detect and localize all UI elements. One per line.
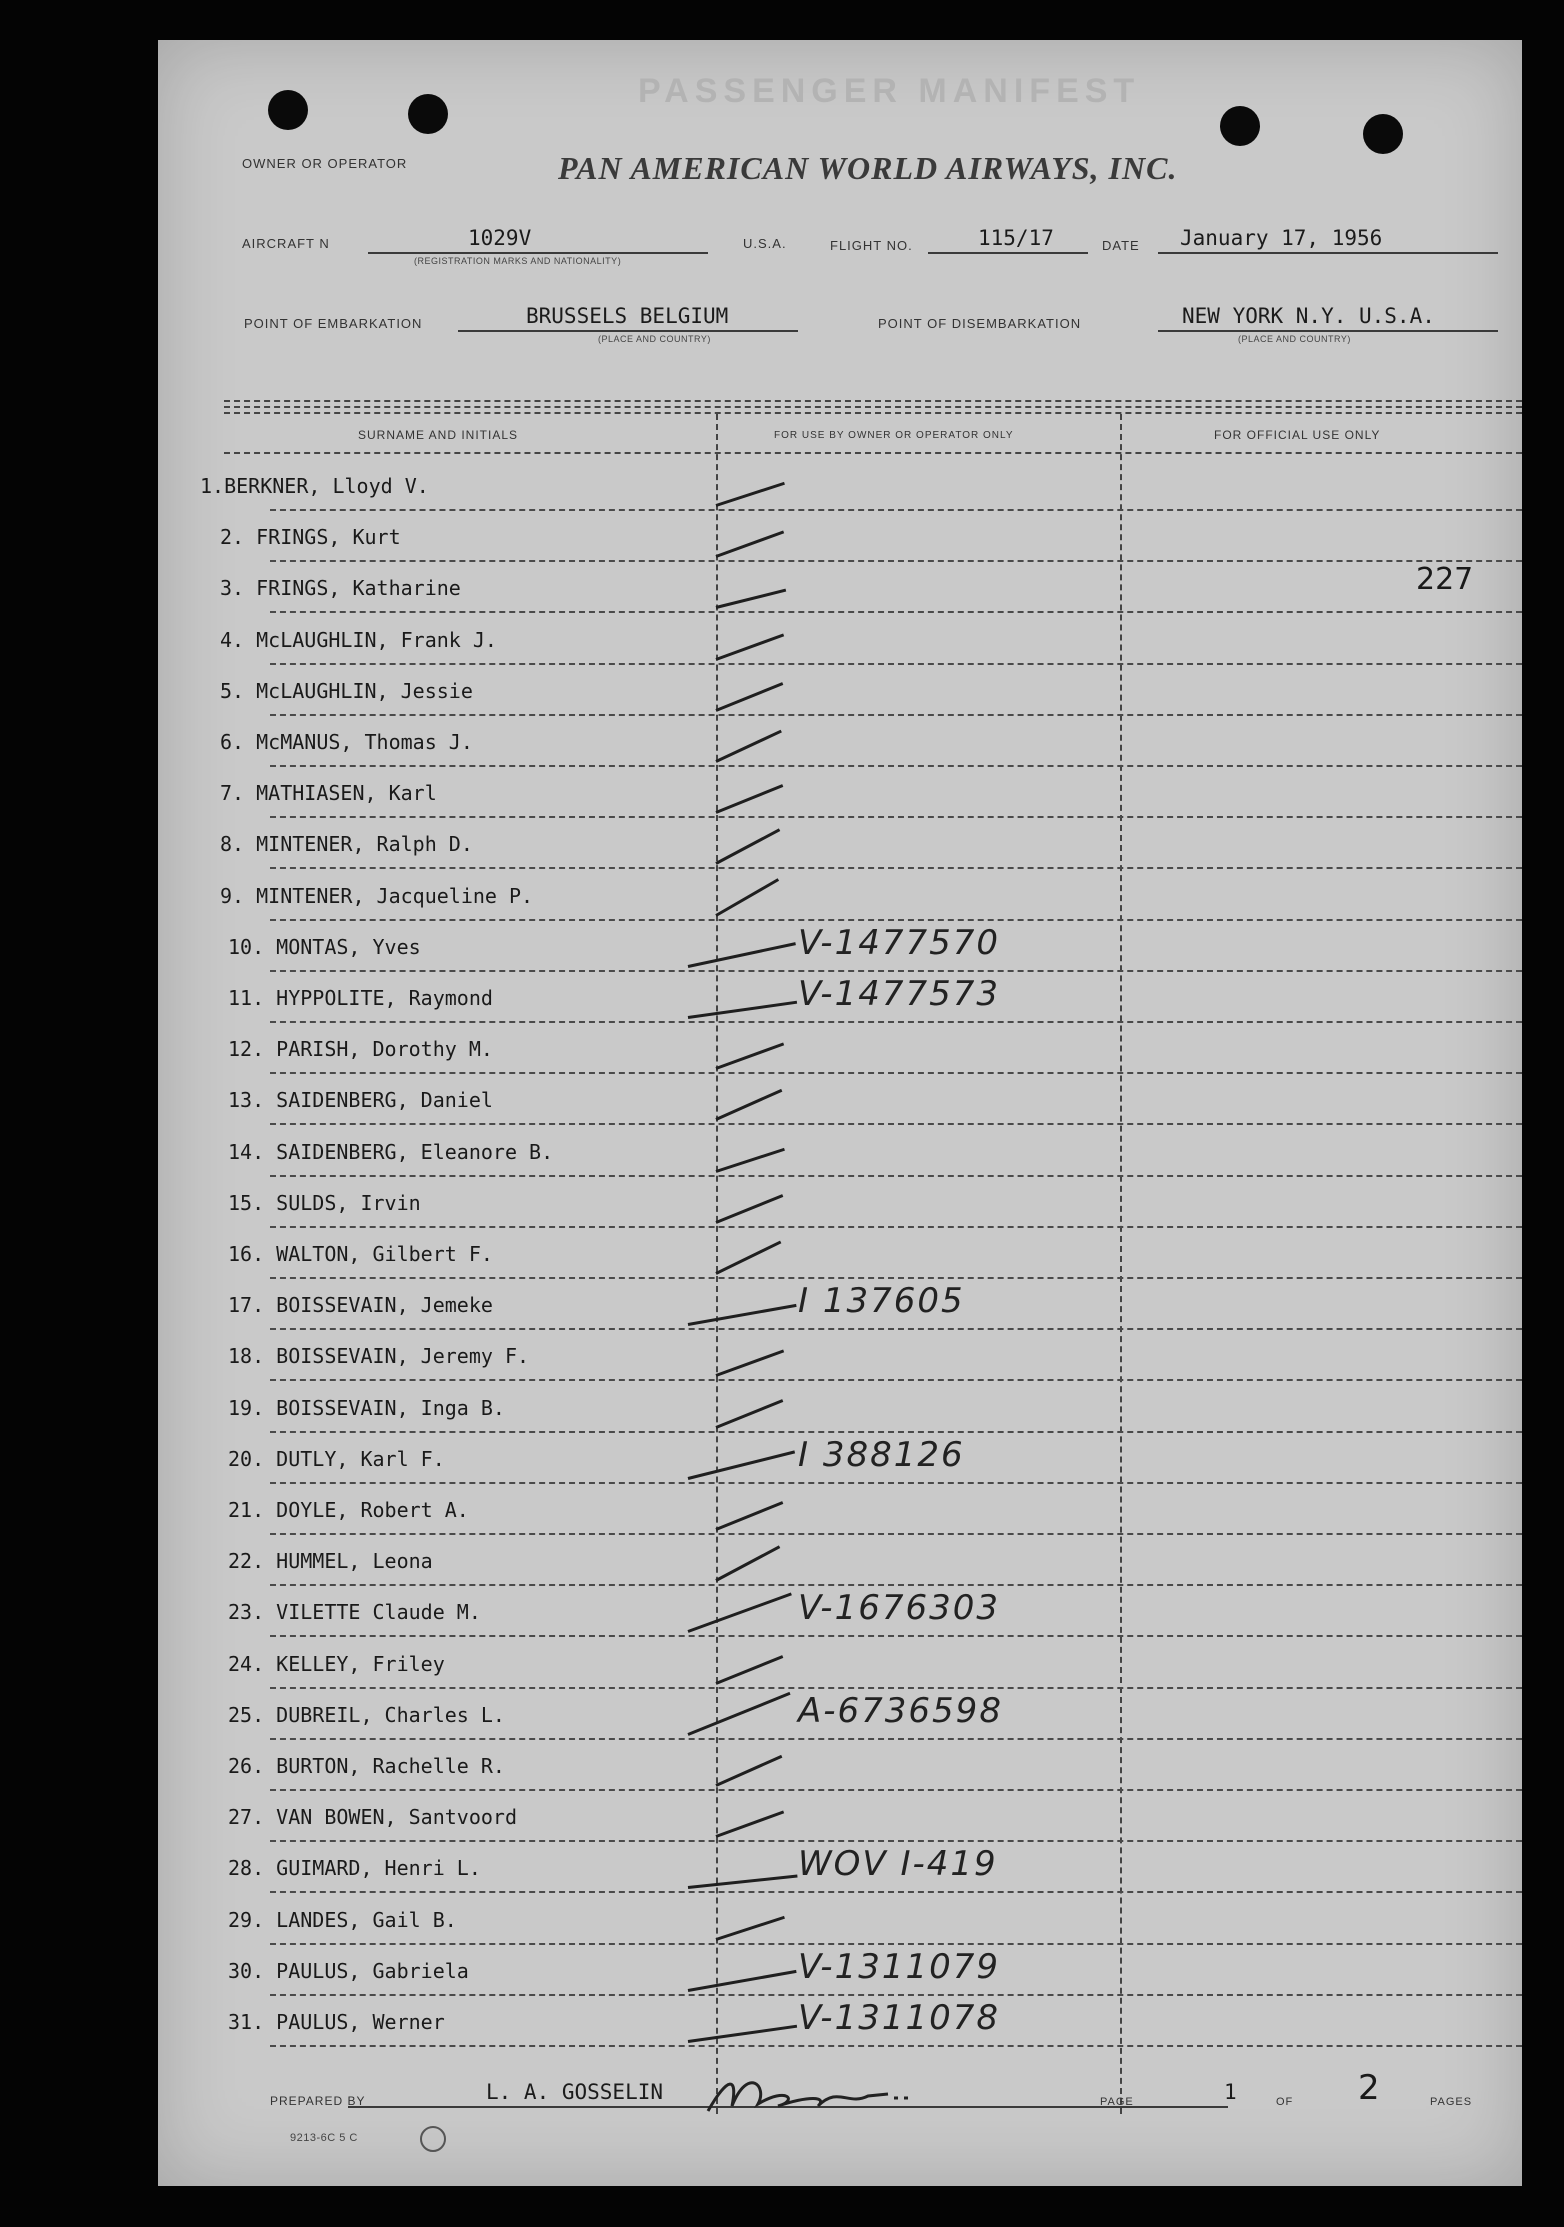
header-rule	[224, 400, 1522, 402]
passenger-name: 22. HUMMEL, Leona	[228, 1549, 433, 1574]
disembark-label: POINT OF DISEMBARKATION	[878, 316, 1082, 331]
checkmark-stroke	[716, 1147, 785, 1172]
passenger-row	[158, 1023, 1522, 1074]
passenger-name: 5. McLAUGHLIN, Jessie	[220, 678, 473, 703]
passenger-row	[158, 1638, 1522, 1689]
checkmark-stroke	[715, 829, 780, 865]
passenger-row	[158, 665, 1522, 716]
checkmark-stroke	[715, 682, 783, 712]
checkmark-stroke	[715, 1089, 782, 1121]
flight-number: 115/17	[978, 226, 1054, 250]
disembark-underline	[1158, 330, 1498, 332]
passenger-name: 30. PAULUS, Gabriela	[228, 1958, 469, 1983]
passenger-row	[158, 1074, 1522, 1125]
checkmark-stroke	[688, 942, 796, 968]
passport-note: I 137605	[798, 1281, 965, 1322]
header-rule	[224, 412, 1522, 414]
passenger-row	[158, 1842, 1522, 1893]
passenger-row	[158, 716, 1522, 767]
passenger-name: 8. MINTENER, Ralph D.	[220, 832, 473, 857]
disembark-place-note: (PLACE AND COUNTRY)	[1238, 334, 1351, 344]
embark-label: POINT OF EMBARKATION	[244, 316, 423, 331]
manifest-sheet	[158, 40, 1522, 2186]
passenger-row	[158, 921, 1522, 972]
passenger-row	[158, 1945, 1522, 1996]
passport-note: V-1311079	[798, 1946, 1000, 1987]
passenger-name: 21. DOYLE, Robert A.	[228, 1498, 469, 1522]
checkmark-stroke	[715, 1399, 783, 1429]
passport-note: I 388126	[798, 1434, 965, 1475]
passenger-row	[158, 1433, 1522, 1484]
punch-hole	[268, 90, 308, 130]
checkmark-stroke	[716, 482, 785, 507]
passenger-name: 1.BERKNER, Lloyd V.	[200, 474, 429, 498]
checkmark-stroke	[715, 1501, 783, 1531]
passenger-name: 31. PAULUS, Werner	[228, 2010, 445, 2034]
passenger-row	[158, 614, 1522, 665]
official-number: 227	[1416, 562, 1474, 597]
passenger-name: 11. HYPPOLITE, Raymond	[228, 986, 493, 1010]
punch-hole	[408, 94, 448, 134]
signature	[698, 2056, 928, 2126]
passenger-name: 27. VAN BOWEN, Santvoord	[228, 1805, 517, 1830]
checkmark-stroke	[715, 1350, 784, 1377]
passenger-name: 24. KELLEY, Friley	[228, 1651, 445, 1676]
aircraft-label: AIRCRAFT N	[242, 236, 330, 251]
col-operator-header: FOR USE BY OWNER OR OPERATOR ONLY	[774, 430, 1014, 441]
passenger-name: 9. MINTENER, Jacqueline P.	[220, 883, 534, 908]
checkmark-stroke	[715, 1755, 782, 1787]
passenger-row	[158, 972, 1522, 1023]
passenger-row	[158, 870, 1522, 921]
passenger-row	[158, 1228, 1522, 1279]
embark-underline	[458, 330, 798, 332]
passport-note: V-1477573	[798, 974, 1000, 1014]
col-official-header: FOR OFFICIAL USE ONLY	[1214, 428, 1381, 442]
aircraft-number: 1029V	[468, 226, 532, 250]
passport-note: V-1311078	[798, 1998, 1000, 2038]
date-label: DATE	[1102, 238, 1140, 253]
checkmark-stroke	[716, 589, 787, 609]
passenger-name: 29. LANDES, Gail B.	[228, 1907, 457, 1932]
prepared-label: PREPARED BY	[270, 2094, 366, 2108]
form-code: 9213-6C 5 C	[290, 2132, 358, 2144]
checkmark-stroke	[715, 878, 779, 917]
owner-label: OWNER OR OPERATOR	[242, 156, 408, 171]
header-bottom-rule	[224, 452, 1522, 454]
passenger-name: 6. McMANUS, Thomas J.	[220, 730, 473, 754]
passenger-row	[158, 1894, 1522, 1945]
passenger-row	[158, 1279, 1522, 1330]
passport-note: V-1477570	[798, 922, 1000, 963]
passenger-name: 3. FRINGS, Katharine	[220, 576, 461, 601]
checkmark-stroke	[715, 1546, 780, 1582]
passenger-name: 18. BOISSEVAIN, Jeremy F.	[228, 1344, 530, 1369]
passenger-name: 25. DUBREIL, Charles L.	[228, 1702, 505, 1727]
flight-underline	[928, 252, 1088, 254]
checkmark-stroke	[687, 1593, 791, 1633]
passenger-row	[158, 1586, 1522, 1637]
registration-note: (REGISTRATION MARKS AND NATIONALITY)	[414, 256, 622, 266]
checkmark-stroke	[715, 633, 784, 660]
row-rule	[270, 2045, 1522, 2047]
checkmark-stroke	[688, 1450, 795, 1480]
date-underline	[1158, 252, 1498, 254]
checkmark-stroke	[715, 531, 784, 558]
checkmark-stroke	[715, 1043, 784, 1070]
passenger-name: 15. SULDS, Irvin	[228, 1190, 421, 1215]
passenger-name: 7. MATHIASEN, Karl	[220, 781, 437, 806]
passenger-name: 2. FRINGS, Kurt	[220, 525, 401, 550]
form-title: PASSENGER MANIFEST	[638, 72, 1141, 110]
passenger-row	[158, 1126, 1522, 1177]
page-label: PAGE	[1100, 2096, 1134, 2108]
passenger-name: 14. SAIDENBERG, Eleanore B.	[228, 1139, 554, 1164]
passport-note: WOV I-419	[798, 1844, 998, 1885]
usa-label: U.S.A.	[743, 236, 787, 251]
passport-note: V-1676303	[798, 1588, 1000, 1629]
checkmark-stroke	[715, 1241, 781, 1275]
passenger-name: 17. BOISSEVAIN, Jemeke	[228, 1293, 493, 1318]
passenger-name: 10. MONTAS, Yves	[228, 934, 421, 959]
passenger-name: 19. BOISSEVAIN, Inga B.	[228, 1395, 505, 1420]
flight-label: FLIGHT NO.	[830, 238, 913, 253]
checkmark-stroke	[688, 1970, 797, 1992]
total-pages: 2	[1358, 2068, 1380, 2108]
checkmark-stroke	[688, 2025, 797, 2043]
passenger-row	[158, 1177, 1522, 1228]
passenger-name: 28. GUIMARD, Henri L.	[228, 1856, 481, 1881]
checkmark-stroke	[688, 1001, 797, 1019]
passenger-name: 20. DUTLY, Karl F.	[228, 1446, 445, 1471]
passenger-row	[158, 818, 1522, 869]
passenger-row	[158, 1740, 1522, 1791]
of-label: OF	[1276, 2096, 1294, 2108]
checkmark-stroke	[688, 1875, 798, 1889]
union-stamp-icon	[420, 2126, 446, 2152]
checkmark-stroke	[716, 1915, 785, 1940]
punch-hole	[1220, 106, 1260, 146]
checkmark-stroke	[688, 1304, 797, 1326]
checkmark-stroke	[687, 1692, 790, 1736]
embark-place: BRUSSELS BELGIUM	[526, 304, 729, 328]
checkmark-stroke	[715, 1194, 783, 1224]
disembark-place: NEW YORK N.Y. U.S.A.	[1182, 304, 1435, 328]
passenger-name: 12. PARISH, Dorothy M.	[228, 1037, 493, 1062]
checkmark-stroke	[715, 730, 782, 763]
passenger-name: 4. McLAUGHLIN, Frank J.	[220, 627, 497, 652]
passenger-row	[158, 1996, 1522, 2047]
col-surname-header: SURNAME AND INITIALS	[358, 428, 519, 442]
page-number: 1	[1224, 2080, 1237, 2104]
airline-name: PAN AMERICAN WORLD AIRWAYS, INC.	[558, 150, 1178, 186]
pages-label: PAGES	[1430, 2096, 1473, 2108]
passenger-row	[158, 1330, 1522, 1381]
passenger-row	[158, 1689, 1522, 1740]
prepared-by: L. A. GOSSELIN	[486, 2080, 664, 2104]
checkmark-stroke	[715, 1655, 783, 1685]
punch-hole	[1363, 114, 1403, 154]
passenger-row	[158, 460, 1522, 511]
passenger-row	[158, 562, 1522, 613]
passenger-row	[158, 1484, 1522, 1535]
checkmark-stroke	[715, 784, 783, 814]
passenger-row	[158, 1791, 1522, 1842]
header-rule	[224, 406, 1522, 408]
flight-date: January 17, 1956	[1180, 226, 1383, 250]
passenger-name: 23. VILETTE Claude M.	[228, 1600, 481, 1625]
passenger-row	[158, 767, 1522, 818]
passport-note: A-6736598	[798, 1690, 1003, 1731]
embark-place-note: (PLACE AND COUNTRY)	[598, 334, 711, 344]
checkmark-stroke	[715, 1811, 784, 1838]
aircraft-underline	[368, 252, 708, 254]
passenger-name: 26. BURTON, Rachelle R.	[228, 1754, 505, 1778]
passenger-row	[158, 511, 1522, 562]
passenger-row	[158, 1382, 1522, 1433]
passenger-name: 16. WALTON, Gilbert F.	[228, 1242, 493, 1266]
passenger-name: 13. SAIDENBERG, Daniel	[228, 1088, 493, 1113]
passenger-row	[158, 1535, 1522, 1586]
